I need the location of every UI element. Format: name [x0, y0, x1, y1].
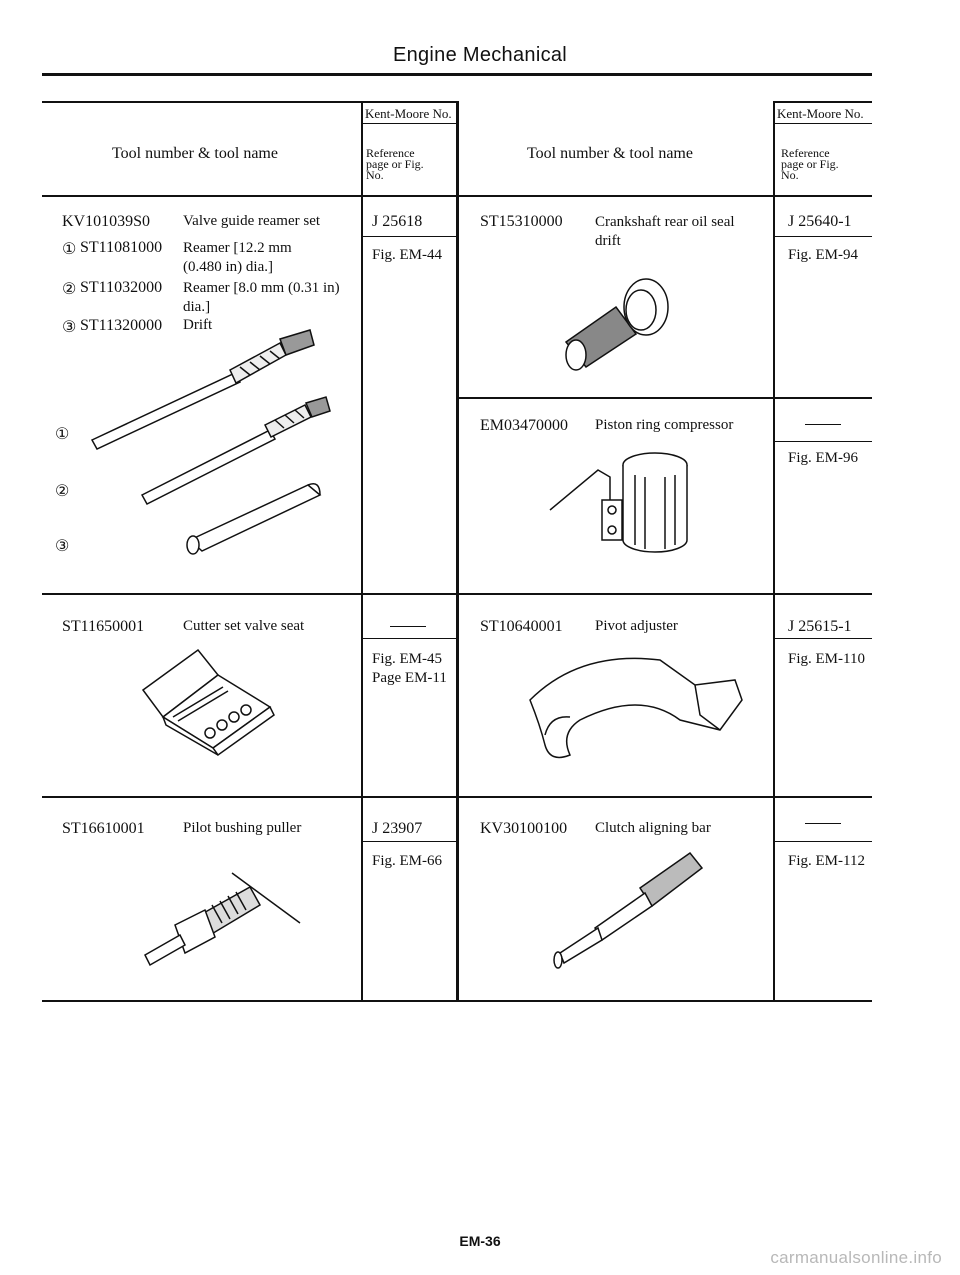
- table-bottom-rule: [42, 1000, 872, 1002]
- reference: Fig. EM-110: [788, 651, 865, 667]
- page-number: EM-36: [459, 1233, 501, 1249]
- subitem-marker: ③: [62, 319, 77, 336]
- tool-name: Piston ring compressor: [595, 417, 734, 433]
- right-tool-column-header: Tool number & tool name: [527, 145, 693, 162]
- kent-moore-number: J 23907: [372, 820, 423, 837]
- left-reference-header: Reference page or Fig. No.: [366, 146, 424, 182]
- right-km-rule-3: [773, 638, 872, 639]
- tool-number: ST11650001: [62, 618, 145, 635]
- kent-moore-number: J 25640-1: [788, 213, 852, 230]
- callout-1: ①: [55, 426, 70, 443]
- pivot-adjuster-illustration: [520, 645, 750, 770]
- right-row1-rule: [458, 397, 872, 399]
- left-row1-rule: [42, 593, 458, 595]
- right-top-rule: [775, 101, 872, 103]
- callout-2: ②: [55, 483, 70, 500]
- right-kent-moore-header: Kent-Moore No.: [777, 106, 864, 121]
- reference: Fig. EM-45: [372, 651, 443, 667]
- kent-moore-dash: [805, 424, 841, 425]
- piston-ring-compressor-illustration: [540, 445, 700, 570]
- right-row2-rule: [458, 593, 872, 595]
- tool-name: Cutter set valve seat: [183, 618, 305, 634]
- section-title: Engine Mechanical: [392, 44, 568, 66]
- cutter-set-case-illustration: [138, 645, 288, 755]
- kent-moore-number: J 25615-1: [788, 618, 852, 635]
- left-km-header-rule: [361, 123, 456, 124]
- tool-name: Clutch aligning bar: [595, 820, 711, 836]
- tool-number: ST16610001: [62, 820, 145, 837]
- tool-number: ST15310000: [480, 213, 563, 230]
- pilot-bushing-puller-illustration: [140, 865, 310, 970]
- reference: Fig. EM-112: [788, 853, 865, 869]
- subitem-name: Reamer [8.0 mm (0.31 in) dia.]: [183, 280, 340, 315]
- kent-moore-number: J 25618: [372, 213, 423, 230]
- reference: Fig. EM-66: [372, 853, 443, 869]
- subitem-name: Reamer [12.2 mm (0.480 in) dia.]: [183, 240, 292, 275]
- center-divider: [456, 101, 459, 1000]
- tool-number: ST10640001: [480, 618, 563, 635]
- header-rule: [42, 73, 872, 76]
- right-reference-header: Reference page or Fig. No.: [781, 146, 839, 182]
- tool-number: KV30100100: [480, 820, 568, 837]
- left-tool-column-header: Tool number & tool name: [112, 145, 278, 162]
- tool-name: Pivot adjuster: [595, 618, 678, 634]
- callout-3: ③: [55, 538, 70, 555]
- watermark: carmanualsonline.info: [770, 1248, 942, 1267]
- reference-page: Page EM-11: [372, 670, 447, 686]
- right-km-rule-1: [773, 236, 872, 237]
- left-kent-moore-header: Kent-Moore No.: [365, 106, 452, 121]
- subitem-marker: ②: [62, 281, 77, 298]
- clutch-aligning-bar-illustration: [540, 848, 710, 973]
- oil-seal-drift-illustration: [556, 272, 676, 372]
- tool-name: Crankshaft rear oil seal drift: [595, 214, 735, 249]
- left-top-rule: [42, 101, 458, 103]
- right-row3-rule: [458, 796, 872, 798]
- tool-name: Pilot bushing puller: [183, 820, 302, 836]
- subitem-number: ST11032000: [80, 279, 163, 296]
- subitem-number: ST11320000: [80, 317, 163, 334]
- subitem-name: Drift: [183, 317, 213, 333]
- right-km-rule-2: [773, 441, 872, 442]
- reference: Fig. EM-96: [788, 450, 859, 466]
- subitem-marker: ①: [62, 241, 77, 258]
- left-km-rule-1: [361, 236, 456, 237]
- left-km-rule-2: [361, 638, 456, 639]
- left-row2-rule: [42, 796, 458, 798]
- reference: Fig. EM-44: [372, 247, 443, 263]
- tool-number: EM03470000: [480, 417, 568, 434]
- tool-name: Valve guide reamer set: [183, 213, 321, 229]
- right-km-rule-4: [773, 841, 872, 842]
- left-km-rule-3: [361, 841, 456, 842]
- reamer-set-illustration: [80, 325, 340, 565]
- tool-number: KV101039S0: [62, 213, 151, 230]
- kent-moore-dash: [390, 626, 426, 627]
- reference: Fig. EM-94: [788, 247, 859, 263]
- kent-moore-dash: [805, 823, 841, 824]
- subitem-number: ST11081000: [80, 239, 163, 256]
- right-km-header-rule: [773, 123, 872, 124]
